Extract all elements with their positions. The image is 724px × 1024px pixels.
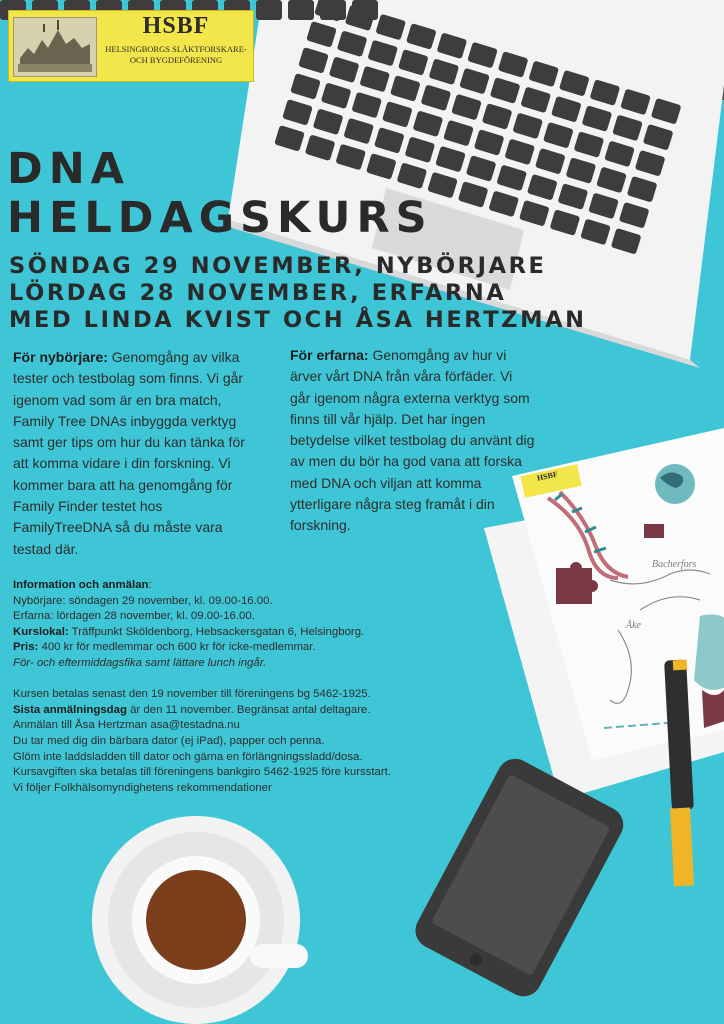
svg-text:Åke: Åke — [626, 620, 641, 631]
headline-saturday: LÖRDAG 28 NOVEMBER, ERFARNA — [9, 280, 507, 306]
svg-text:HSBF: HSBF — [536, 469, 559, 483]
fika-text: För- och eftermiddagsfika samt lättare lunch ingår. — [13, 656, 267, 669]
info-charger: Glöm inte laddsladden till dator och gärna en förlängningssladd/dosa. — [13, 750, 363, 763]
info-heading — [13, 578, 453, 594]
experienced-text: Genomgång av hur vi ärver vårt DNA från våra förfäder. Vi går igenom några externa verktyg som finns till vår hjälp. Det har ingen betydelse vilket testbolag du använt dig av men du bör ha god vana att forska med DNA och viljan att komma ytterligare några steg framåt i din forskning. — [290, 347, 535, 534]
logo-society-name-line1: HELSINGBORGS SLÄKTFORSKARE- — [105, 44, 247, 54]
info-deadline — [13, 703, 453, 719]
deadline-label: Sista anmälningsdag — [13, 703, 127, 716]
info-venue — [13, 625, 453, 641]
logo-abbreviation: HSBF — [142, 13, 210, 39]
info-beginners-date: Nybörjare: söndagen 29 november, kl. 09.00-16.00. — [13, 594, 273, 607]
svg-text:Bacherfors: Bacherfors — [652, 559, 697, 570]
logo-society-name-line2: OCH BYGDEFÖRENING — [129, 55, 223, 65]
info-spacer — [13, 672, 453, 688]
experienced-label: För erfarna: — [290, 347, 369, 363]
venue-text: Träffpunkt Sköldenborg, Hebsackersgatan 6, Helsingborg. — [68, 625, 365, 638]
deadline-text: är den 11 november. Begränsat antal deltagare. — [126, 703, 371, 716]
info-heading-colon: : — [148, 579, 152, 591]
information-block — [13, 578, 453, 796]
headline-course: HELDAGSKURS — [7, 193, 433, 243]
coffee-cup-illustration — [92, 816, 308, 1024]
price-label: Pris: — [13, 641, 39, 654]
beginners-description — [13, 347, 263, 560]
city-engraving-icon — [13, 17, 97, 77]
info-bring: Du tar med dig din bärbara dator (ej iPad), papper och penna. — [13, 734, 325, 747]
headline-dna: DNA — [7, 144, 130, 194]
beginners-label: För nybörjare: — [13, 349, 108, 365]
experienced-description — [290, 345, 536, 537]
info-heading-text: Information och anmälan — [13, 579, 149, 591]
info-register: Anmälan till Åsa Hertzman asa@testadna.nu — [13, 719, 240, 732]
info-experienced-date: Erfarna: lördagen 28 november, kl. 09.00-16.00. — [13, 610, 255, 623]
info-price — [13, 640, 453, 656]
price-text: 400 kr för medlemmar och 600 kr för icke-medlemmar. — [38, 641, 316, 654]
info-fee: Kursavgiften ska betalas till föreningens bankgiro 5462-1925 före kursstart. — [13, 766, 392, 779]
society-logo — [8, 10, 254, 82]
venue-label: Kurslokal: — [13, 625, 69, 638]
beginners-text: Genomgång av vilka tester och testbolag som finns. Vi går igenom vad som är en bra match, Family Tree DNAs inbyggda verktyg samt ger tips om hur du kan tänka för att komma vidare i din forskning. Vi kommer bara att ha genomgång för Family Finder testet hos FamilyTreeDNA så du måste vara testad där. — [13, 349, 245, 557]
headline-sunday: SÖNDAG 29 NOVEMBER, NYBÖRJARE — [9, 253, 547, 279]
info-fika — [13, 656, 453, 672]
info-payment: Kursen betalas senast den 19 november till föreningens bg 5462-1925. — [13, 688, 371, 701]
headline-teachers: MED LINDA KVIST OCH ÅSA HERTZMAN — [9, 307, 587, 333]
info-health: Vi följer Folkhälsomyndighetens rekommendationer — [13, 781, 272, 794]
